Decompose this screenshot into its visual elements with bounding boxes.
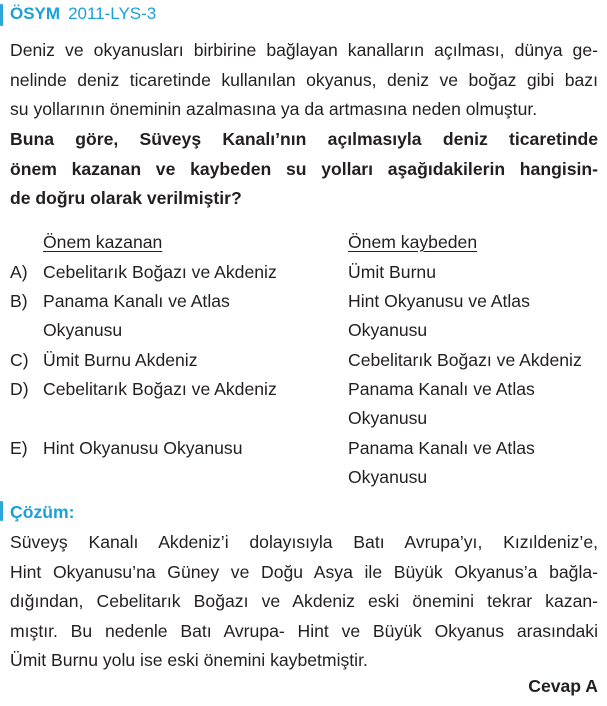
option-gain: Cebelitarık Boğazı ve Akdeniz	[43, 262, 277, 282]
option-letter: D)	[10, 379, 29, 399]
option-letter: C)	[10, 350, 29, 370]
option-gain: Panama Kanalı ve Atlas	[43, 291, 230, 311]
option-lose: Panama Kanalı ve Atlas	[348, 438, 535, 458]
intro-line: Deniz ve okyanusları birbirine bağlayan kanalların açılması, dünya ge-	[10, 40, 598, 60]
solution-text	[10, 528, 598, 676]
option-letter: E)	[10, 438, 28, 458]
column-header-lose: Önem kaybeden	[348, 232, 478, 252]
answer-label: Cevap A	[528, 676, 598, 696]
header-accent-bar	[0, 4, 3, 26]
option-letter: B)	[10, 291, 28, 311]
question-intro	[10, 36, 598, 125]
question-text	[10, 125, 598, 214]
option-gain: Cebelitarık Boğazı ve Akdeniz	[43, 379, 277, 399]
solution-line: Ümit Burnu yolu ise eski önemini kaybetmiştir.	[10, 650, 368, 670]
exam-code: 2011-LYS-3	[68, 4, 157, 23]
intro-line: nelinde deniz ticaretinde kullanılan okyanus, deniz ve boğaz gibi bazı	[10, 69, 598, 90]
solution-line: dığından, Cebelitarık Boğazı ve Akdeniz eski önemini tekrar kazan-	[10, 591, 598, 611]
exam-source: ÖSYM	[10, 4, 61, 23]
option-lose: Ümit Burnu	[348, 262, 436, 282]
solution-line: Hint Okyanusu’na Güney ve Doğu Asya ile Büyük Okyanus’a bağla-	[10, 561, 598, 582]
option-lose: Panama Kanalı ve Atlas	[348, 379, 535, 399]
question-line: Buna göre, Süveyş Kanalı’nın açılmasıyla deniz ticaretinde	[10, 129, 598, 149]
option-lose: Hint Okyanusu ve Atlas	[348, 291, 530, 311]
question-line: önem kazanan ve kaybeden su yolları aşağıdakilerin hangisin-	[10, 158, 598, 179]
option-lose-continued: Okyanusu	[348, 467, 428, 487]
solution-line: mıştır. Bu nedenle Batı Avrupa- Hint ve Büyük Okyanus arasındaki	[10, 620, 598, 641]
column-header-gain: Önem kazanan	[43, 232, 163, 252]
question-line: de doğru olarak verilmiştir?	[10, 188, 242, 208]
solution-title: Çözüm:	[10, 502, 75, 522]
question-header	[10, 4, 156, 24]
option-lose: Cebelitarık Boğazı ve Akdeniz	[348, 350, 582, 370]
option-gain-continued: Okyanusu	[43, 320, 123, 340]
option-letter: A)	[10, 262, 28, 282]
option-lose-continued: Okyanusu	[348, 408, 428, 428]
option-gain: Hint Okyanusu Okyanusu	[43, 438, 243, 458]
option-lose-continued: Okyanusu	[348, 320, 428, 340]
intro-line: su yollarının öneminin azalmasına ya da artmasına neden olmuştur.	[10, 99, 538, 119]
option-gain: Ümit Burnu Akdeniz	[43, 350, 198, 370]
solution-line: Süveyş Kanalı Akdeniz’i dolayısıyla Batı Avrupa’yı, Kızıldeniz’e,	[10, 532, 598, 552]
solution-accent-bar	[0, 501, 3, 521]
